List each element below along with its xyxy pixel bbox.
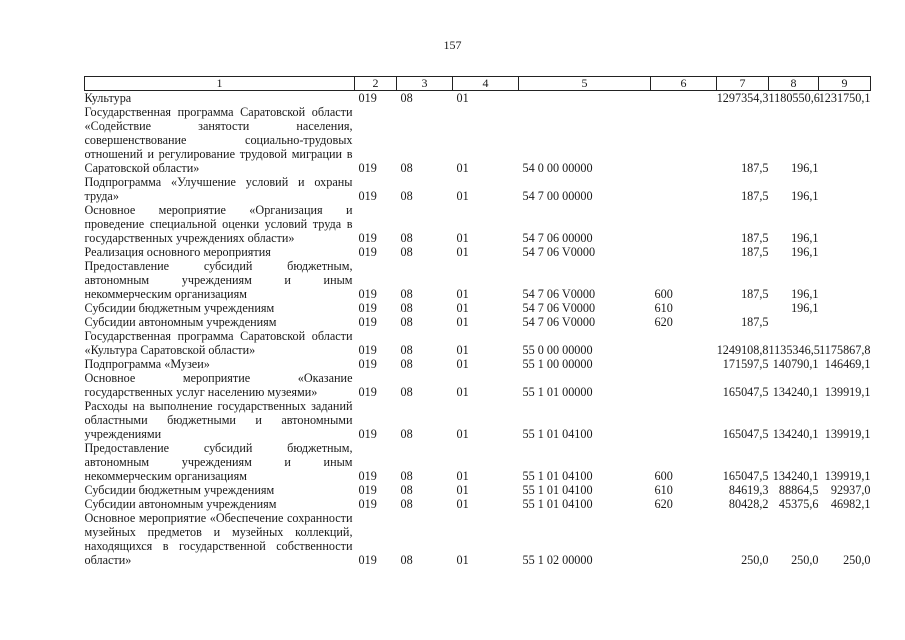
table-row: [85, 245, 871, 259]
expense-type-code: [651, 175, 717, 203]
row-name: Субсидии бюджетным учреждениям: [84, 301, 275, 315]
expense-type-code: [651, 511, 717, 567]
expense-type-code: [651, 371, 717, 399]
table-row: [85, 399, 871, 441]
amount-col7: 187,5: [741, 231, 769, 245]
amount-col9: [819, 259, 871, 301]
table-row: [85, 483, 871, 497]
expense-type-code: [651, 357, 717, 371]
amount-col7: 165047,5: [722, 385, 769, 399]
subsection-code: 01: [456, 245, 469, 259]
subsection-code: 01: [456, 427, 469, 441]
section-code: 08: [400, 161, 413, 175]
amount-col8: 196,1: [791, 245, 819, 259]
amount-col8: 88864,5: [778, 483, 819, 497]
expense-type-code: 600: [654, 287, 673, 301]
table-row: [85, 357, 871, 371]
amount-col9: [819, 175, 871, 203]
row-name: Реализация основного мероприятия: [84, 245, 271, 259]
subsection-code: 01: [456, 385, 469, 399]
expense-type-code: 610: [654, 483, 673, 497]
ministry-code: 019: [358, 189, 377, 203]
table-row: [85, 105, 871, 175]
amount-col8: 196,1: [791, 301, 819, 315]
amount-col8: 196,1: [791, 231, 819, 245]
target-article-code: [519, 91, 651, 106]
target-article-code: 55 1 01 04100: [522, 483, 593, 497]
amount-col8: 196,1: [791, 189, 819, 203]
expense-type-code: [651, 105, 717, 175]
row-name: Основное мероприятие «Оказание государственных услуг населению музеями»: [84, 371, 353, 399]
subsection-code: 01: [456, 357, 469, 371]
amount-col7: 1249108,8: [716, 343, 769, 357]
amount-col9: 1231750,1: [818, 91, 871, 105]
section-code: 08: [400, 469, 413, 483]
target-article-code: 55 1 01 04100: [522, 469, 593, 483]
amount-col9: [819, 245, 871, 259]
row-name: Культура: [84, 91, 132, 105]
page-number: 157: [443, 38, 462, 52]
column-header-5: 5: [519, 77, 651, 91]
amount-col9: 139919,1: [824, 469, 871, 483]
table-header: [85, 77, 871, 91]
ministry-code: 019: [358, 427, 377, 441]
row-name: Предоставление субсидий бюджетным, автономным учреждениям и иным некоммерческим организациям: [84, 441, 353, 483]
amount-col9: 46982,1: [830, 497, 871, 511]
subsection-code: 01: [456, 301, 469, 315]
column-header-7: 7: [717, 77, 769, 91]
amount-col8: 134240,1: [772, 427, 819, 441]
ministry-code: 019: [358, 357, 377, 371]
amount-col7: 84619,3: [728, 483, 769, 497]
amount-col8: 1135346,5: [768, 343, 820, 357]
table-row: [85, 441, 871, 483]
section-code: 08: [400, 343, 413, 357]
target-article-code: 54 7 06 V0000: [522, 245, 596, 259]
section-code: 08: [400, 91, 413, 105]
ministry-code: 019: [358, 385, 377, 399]
amount-col9: 139919,1: [824, 427, 871, 441]
column-header-2: 2: [355, 77, 397, 91]
amount-col8: 134240,1: [772, 469, 819, 483]
ministry-code: 019: [358, 231, 377, 245]
amount-col7: 165047,5: [722, 469, 769, 483]
column-header-9: 9: [819, 77, 871, 91]
section-code: 08: [400, 357, 413, 371]
amount-col8: 134240,1: [772, 385, 819, 399]
expense-type-code: [651, 399, 717, 441]
table-row: [85, 259, 871, 301]
subsection-code: 01: [456, 315, 469, 329]
expense-type-code: [651, 91, 717, 106]
row-name: Основное мероприятие «Обеспечение сохранности музейных предметов и музейных коллекций, находящихся в государственной собственности области»: [84, 511, 353, 567]
target-article-code: 55 1 01 04100: [522, 427, 593, 441]
column-header-6: 6: [651, 77, 717, 91]
subsection-code: 01: [456, 497, 469, 511]
ministry-code: 019: [358, 343, 377, 357]
amount-col8: 45375,6: [778, 497, 819, 511]
section-code: 08: [400, 231, 413, 245]
budget-table: [84, 76, 871, 567]
ministry-code: 019: [358, 91, 377, 105]
target-article-code: 55 1 01 00000: [522, 385, 593, 399]
target-article-code: 55 1 01 04100: [522, 497, 593, 511]
target-article-code: 54 7 06 V0000: [522, 287, 596, 301]
expense-type-code: 620: [654, 497, 673, 511]
subsection-code: 01: [456, 287, 469, 301]
table-row: [85, 315, 871, 329]
expense-type-code: 610: [654, 301, 673, 315]
row-name: Подпрограмма «Музеи»: [84, 357, 210, 371]
ministry-code: 019: [358, 287, 377, 301]
section-code: 08: [400, 553, 413, 567]
amount-col9: 139919,1: [824, 385, 871, 399]
subsection-code: 01: [456, 231, 469, 245]
amount-col9: 250,0: [843, 553, 871, 567]
amount-col8: 196,1: [791, 161, 819, 175]
table-row: [85, 91, 871, 106]
section-code: 08: [400, 427, 413, 441]
amount-col8: 250,0: [791, 553, 819, 567]
column-header-4: 4: [453, 77, 519, 91]
ministry-code: 019: [358, 161, 377, 175]
amount-col8: 140790,1: [772, 357, 819, 371]
ministry-code: 019: [358, 553, 377, 567]
table-row: [85, 175, 871, 203]
row-name: Субсидии автономным учреждениям: [84, 315, 277, 329]
amount-col9: 92937,0: [830, 483, 871, 497]
column-header-8: 8: [769, 77, 819, 91]
subsection-code: 01: [456, 91, 469, 105]
amount-col7: [717, 301, 769, 315]
ministry-code: 019: [358, 245, 377, 259]
target-article-code: 54 0 00 00000: [522, 161, 593, 175]
row-name: Предоставление субсидий бюджетным, автономным учреждениям и иным некоммерческим организациям: [84, 259, 353, 301]
expense-type-code: [651, 203, 717, 245]
table-row: [85, 203, 871, 245]
ministry-code: 019: [358, 315, 377, 329]
amount-col9: 146469,1: [824, 357, 871, 371]
section-code: 08: [400, 301, 413, 315]
section-code: 08: [400, 315, 413, 329]
subsection-code: 01: [456, 553, 469, 567]
amount-col9: [819, 301, 871, 315]
table-body: [85, 91, 871, 568]
target-article-code: 54 7 06 V0000: [522, 315, 596, 329]
section-code: 08: [400, 245, 413, 259]
subsection-code: 01: [456, 469, 469, 483]
amount-col9: 1175867,8: [819, 343, 871, 357]
target-article-code: 55 1 00 00000: [522, 357, 593, 371]
section-code: 08: [400, 385, 413, 399]
amount-col9: [819, 105, 871, 175]
target-article-code: 55 1 02 00000: [522, 553, 593, 567]
target-article-code: 54 7 06 V0000: [522, 301, 596, 315]
row-name: Субсидии автономным учреждениям: [84, 497, 277, 511]
amount-col8: [769, 315, 819, 329]
subsection-code: 01: [456, 161, 469, 175]
row-name: Расходы на выполнение государственных заданий областными бюджетными и автономными учреждениями: [84, 399, 353, 441]
amount-col7: 171597,5: [722, 357, 769, 371]
amount-col7: 1297354,3: [716, 91, 769, 105]
column-header-3: 3: [397, 77, 453, 91]
row-name: Подпрограмма «Улучшение условий и охраны труда»: [84, 175, 353, 203]
section-code: 08: [400, 287, 413, 301]
ministry-code: 019: [358, 483, 377, 497]
target-article-code: 54 7 06 00000: [522, 231, 593, 245]
amount-col7: 187,5: [741, 315, 769, 329]
amount-col7: 165047,5: [722, 427, 769, 441]
expense-type-code: [651, 245, 717, 259]
table-row: [85, 497, 871, 511]
target-article-code: 55 0 00 00000: [522, 343, 593, 357]
ministry-code: 019: [358, 497, 377, 511]
table-row: [85, 329, 871, 357]
expense-type-code: [651, 329, 717, 357]
column-header-1: 1: [85, 77, 355, 91]
expense-type-code: 620: [654, 315, 673, 329]
ministry-code: 019: [358, 469, 377, 483]
subsection-code: 01: [456, 189, 469, 203]
table-row: [85, 371, 871, 399]
amount-col7: 80428,2: [728, 497, 769, 511]
amount-col8: 1180550,6: [768, 91, 820, 105]
header-row: [85, 77, 871, 91]
amount-col9: [819, 315, 871, 329]
subsection-code: 01: [456, 343, 469, 357]
section-code: 08: [400, 189, 413, 203]
table-row: [85, 511, 871, 567]
row-name: Субсидии бюджетным учреждениям: [84, 483, 275, 497]
amount-col7: 187,5: [741, 287, 769, 301]
section-code: 08: [400, 483, 413, 497]
row-name: Государственная программа Саратовской области «Культура Саратовской области»: [84, 329, 353, 357]
amount-col7: 187,5: [741, 161, 769, 175]
amount-col7: 250,0: [741, 553, 769, 567]
amount-col7: 187,5: [741, 189, 769, 203]
ministry-code: 019: [358, 301, 377, 315]
expense-type-code: 600: [654, 469, 673, 483]
amount-col9: [819, 203, 871, 245]
table-row: [85, 301, 871, 315]
row-name: Государственная программа Саратовской области «Содействие занятости населения, совершенствование социально-трудовых отношений и регулирование трудовой миграции в Саратовской области»: [84, 105, 353, 175]
amount-col7: 187,5: [741, 245, 769, 259]
subsection-code: 01: [456, 483, 469, 497]
amount-col8: 196,1: [791, 287, 819, 301]
budget-table-container: [84, 76, 870, 567]
section-code: 08: [400, 497, 413, 511]
target-article-code: 54 7 00 00000: [522, 189, 593, 203]
row-name: Основное мероприятие «Организация и проведение специальной оценки условий труда в государственных учреждениях области»: [84, 203, 353, 245]
